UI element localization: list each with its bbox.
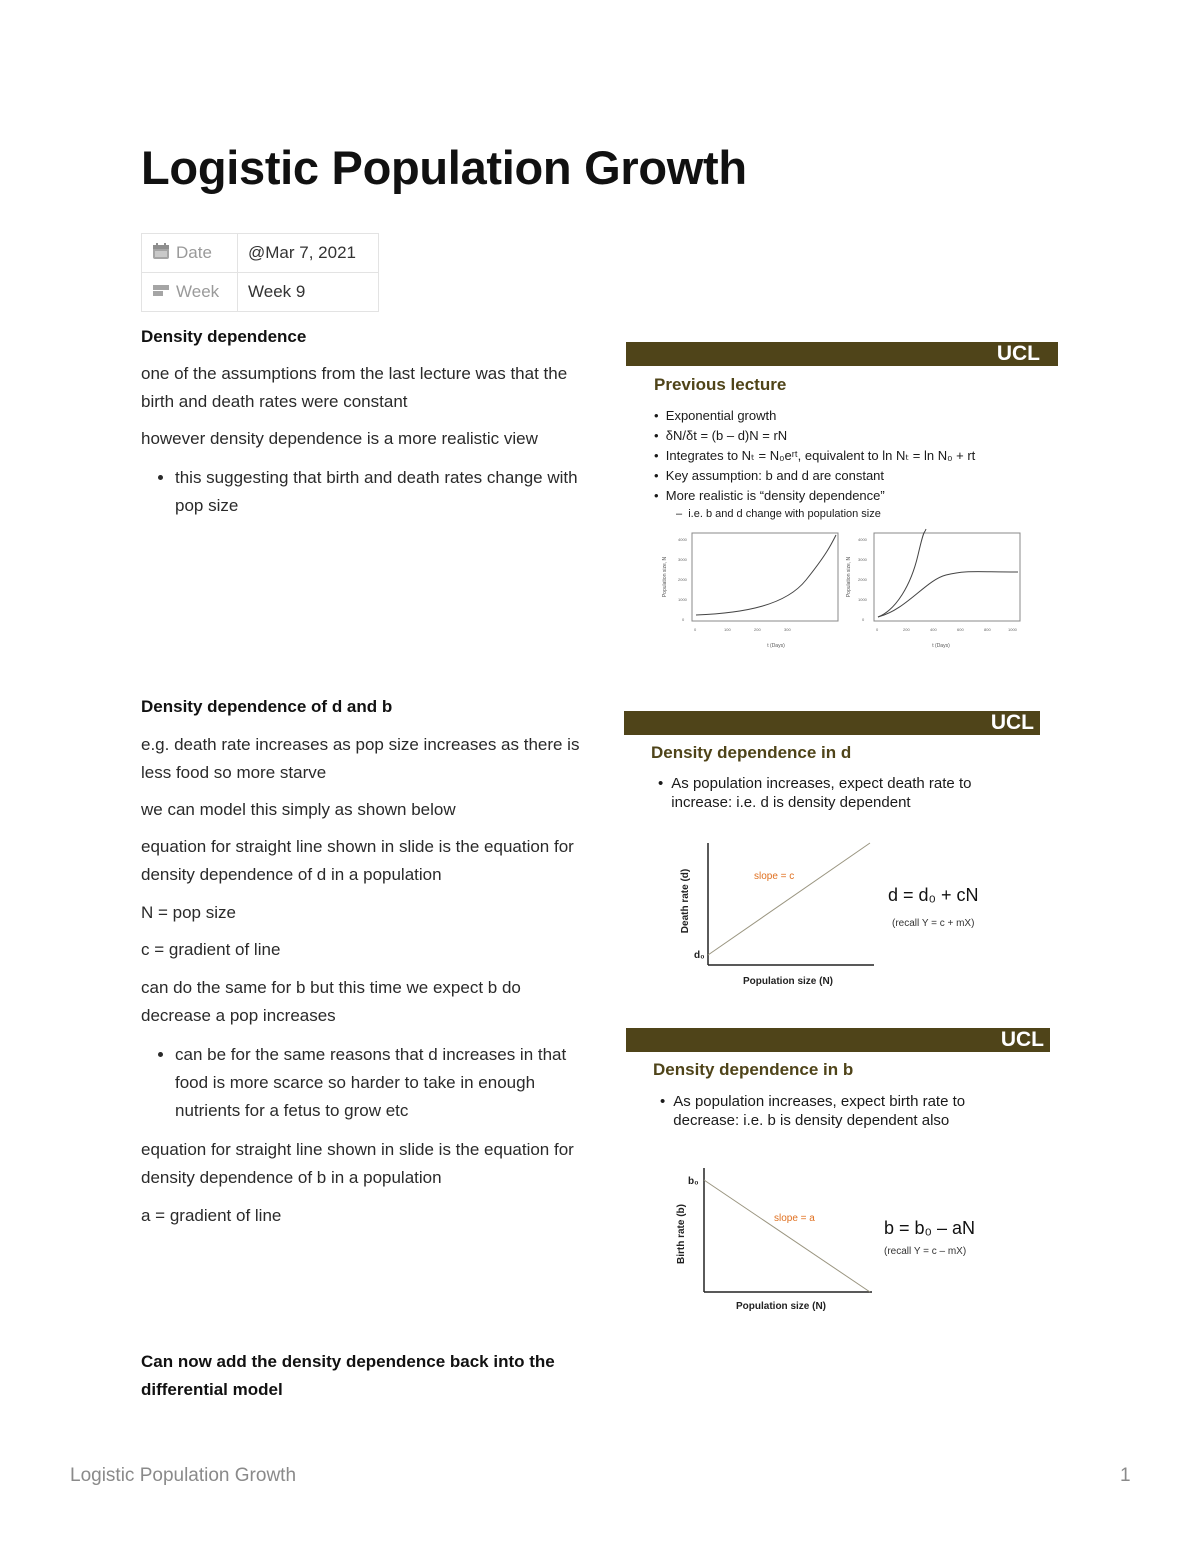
x-tick: 1000 [1008,627,1017,632]
x-tick: 0 [876,627,879,632]
slide-subbullet: i.e. b and d change with population size [688,508,881,520]
ucl-logo: UCL [983,343,1046,365]
plot-ylabel: Death rate (d) [680,868,691,934]
x-tick: 800 [984,627,991,632]
footer-title: Logistic Population Growth [70,1465,297,1486]
bullet-list [141,464,581,520]
paragraph: can do the same for b but this time we expect b do decrease a pop increases [141,978,521,1025]
select-icon [152,281,170,304]
plot-xlabel: Population size (N) [743,976,833,987]
right-x-ticks [876,627,1018,632]
plot-xlabel: t (Days) [767,643,785,649]
properties-table [141,233,379,312]
recall-note: (recall Y = c + mX) [892,918,975,929]
slide-bullet: Key assumption: b and d are constant [665,468,885,483]
slide-density-dependence-d [624,711,1056,1001]
paragraph: we can model this simply as shown below [141,800,456,819]
paragraph: however density dependence is a more realistic view [141,429,538,448]
plot-frame [874,533,1020,621]
section-heading: Density dependence of d and b [141,697,393,716]
slide-bullet: As population increases, expect death rate to increase: i.e. d is density dependent [671,775,972,811]
x-tick: 600 [957,627,964,632]
y-tick: 3000 [678,557,687,562]
section-heading: Can now add the density dependence back into the differential model [141,1352,555,1399]
slide-bullet: More realistic is “density dependence” [665,488,885,503]
plot-frame [692,533,838,621]
slide-bullet: Integrates to Nₜ = N₀eʳᵗ, equivalent to ln Nₜ = ln N₀ + rt [665,448,976,463]
plot-xlabel: t (Days) [932,643,950,649]
slide-title: Previous lecture [654,375,787,394]
y-tick: 4000 [858,537,867,542]
section-differential-model [141,1348,581,1404]
slope-label: slope = a [774,1213,815,1224]
property-row-date[interactable] [142,234,379,273]
slide-bullet: δN/δt = (b – d)N = rN [665,428,788,443]
intercept-label: b₀ [688,1176,699,1187]
y-tick: 1000 [858,597,867,602]
logistic-curve [878,572,1018,617]
calendar-icon [152,242,170,265]
plot-ylabel: Population size, N [846,556,852,598]
section-density-dependence-d-b [141,693,581,1230]
property-row-week[interactable] [142,273,379,312]
paragraph: equation for straight line shown in slide is the equation for density dependence of d in a population [141,837,574,884]
exponential-curve [696,535,836,615]
page-number: 1 [1120,1465,1131,1486]
ucl-logo: UCL [977,712,1040,734]
density-line [708,843,870,955]
x-tick: 300 [784,627,791,632]
exponential-curve [878,529,926,617]
paragraph: c = gradient of line [141,940,281,959]
slide-title: Density dependence in b [653,1060,854,1079]
recall-note: (recall Y = c – mX) [884,1246,967,1257]
birth-rate-plot [666,1158,1056,1318]
x-tick: 200 [903,627,910,632]
paragraph: e.g. death rate increases as pop size increases as there is less food so more starve [141,735,580,782]
equation: b = b₀ – aN [884,1218,976,1238]
left-x-ticks [694,627,791,632]
plot-ylabel: Population size, N [662,556,668,598]
slide-bullets: • Exponential growth • δN/δt = (b – d)N = rN • Integrates to Nₜ = N₀eʳᵗ, equivalent to ln Nₜ = ln N₀ + rt • Key assumption: b and d are constant • More realistic is “density dependence” – i.e. b and d change with population size [654,408,976,520]
ucl-logo: UCL [987,1029,1050,1051]
death-rate-plot [664,831,1054,1001]
plot-ylabel: Birth rate (b) [676,1204,687,1264]
intercept-label: d₀ [694,950,705,961]
y-tick: 4000 [678,537,687,542]
exponential-plots [656,525,1046,655]
page-title: Logistic Population Growth [141,141,747,194]
slide-bullets: • As population increases, expect birth rate to decrease: i.e. b is density dependent also [660,1092,1020,1130]
paragraph: N = pop size [141,903,236,922]
y-tick: 0 [682,617,685,622]
left-y-ticks [678,537,688,622]
property-key: Week [176,281,220,301]
slide-density-dependence-b [626,1028,1058,1318]
list-item: • this suggesting that birth and death rates change with pop size [175,464,581,520]
property-key: Date [176,242,212,262]
equation: d = d₀ + cN [888,885,979,905]
x-tick: 0 [694,627,697,632]
x-tick: 400 [930,627,937,632]
section-heading: Density dependence [141,327,307,346]
y-tick: 2000 [858,577,867,582]
right-y-ticks [858,537,868,622]
y-tick: 0 [862,617,865,622]
property-value[interactable]: Week 9 [238,273,379,312]
slide-previous-lecture [626,342,1058,660]
bullet-list [141,1041,581,1125]
paragraph: a = gradient of line [141,1206,282,1225]
paragraph: equation for straight line shown in slide is the equation for density dependence of b in a population [141,1140,574,1187]
slope-label: slope = c [754,871,795,882]
section-density-dependence [141,323,581,520]
slide-title: Density dependence in d [651,743,852,762]
paragraph: one of the assumptions from the last lecture was that the birth and death rates were constant [141,364,568,411]
y-tick: 2000 [678,577,687,582]
x-tick: 100 [724,627,731,632]
property-value[interactable]: @Mar 7, 2021 [238,234,379,273]
plot-xlabel: Population size (N) [736,1301,826,1312]
y-tick: 1000 [678,597,687,602]
slide-bullet: As population increases, expect birth rate to decrease: i.e. b is density dependent also [673,1093,966,1129]
density-line [704,1180,870,1292]
slide-bullets: • As population increases, expect death rate to increase: i.e. d is density dependent [658,774,1018,812]
y-tick: 3000 [858,557,867,562]
slide-bullet: Exponential growth [665,408,777,423]
x-tick: 200 [754,627,761,632]
list-item: • can be for the same reasons that d increases in that food is more scarce so harder to take in enough nutrients for a fetus to grow etc [175,1041,581,1125]
